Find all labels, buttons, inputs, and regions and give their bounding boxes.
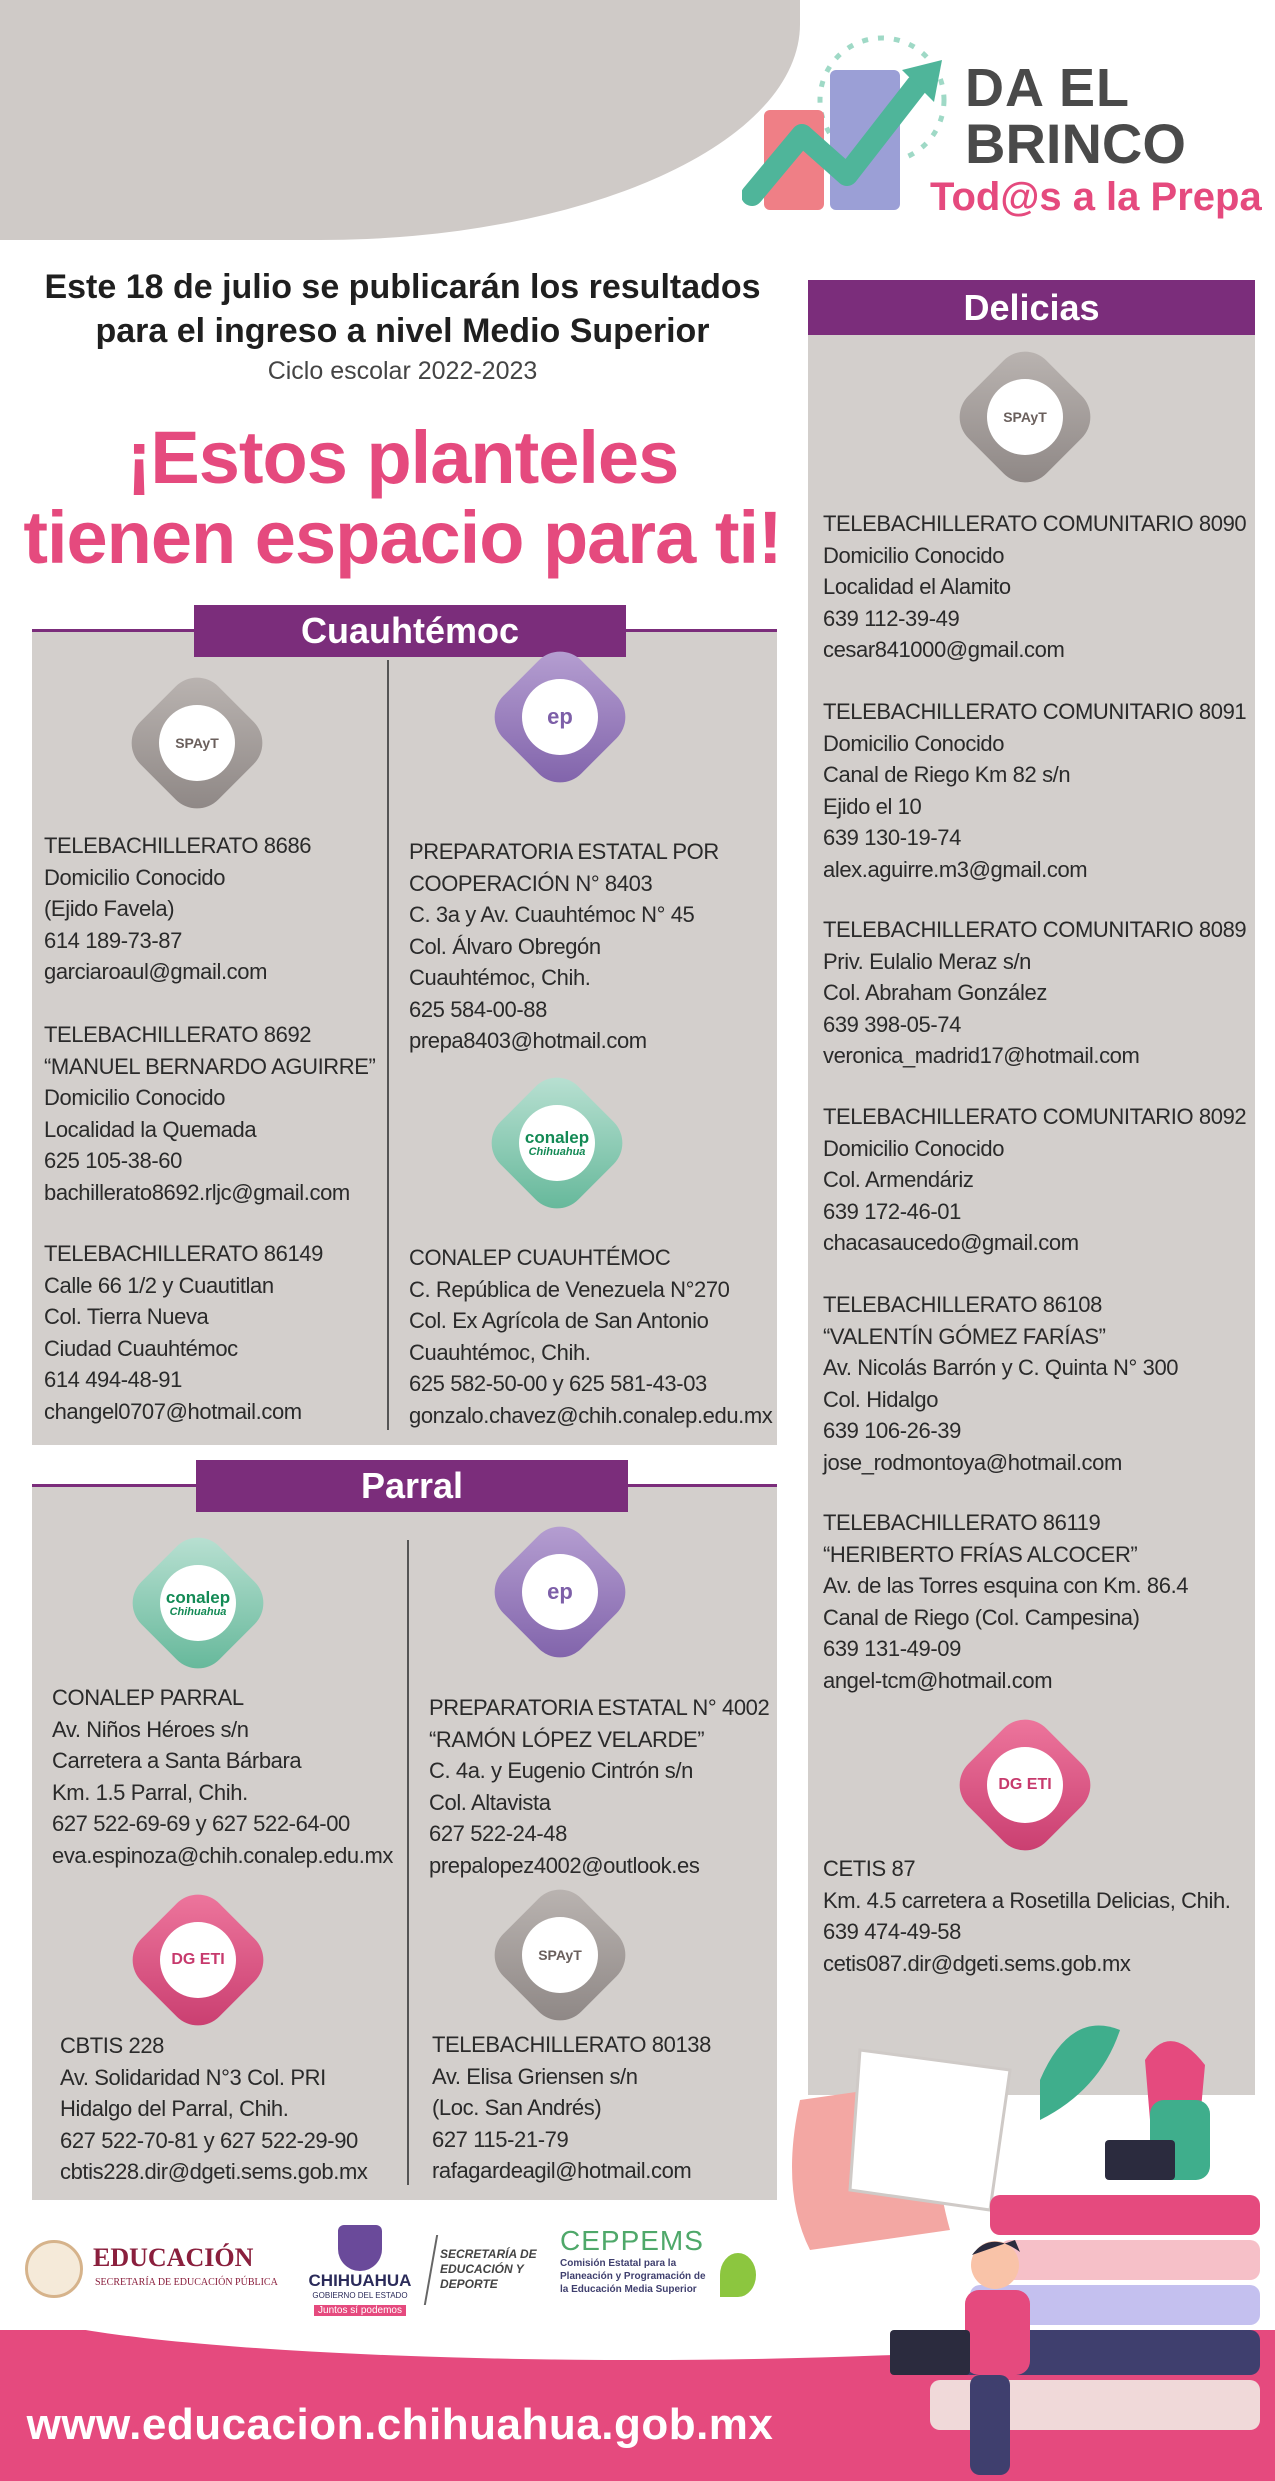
school-address-line: Cuauhtémoc, Chih. bbox=[409, 1339, 591, 1365]
school-entry bbox=[823, 914, 1246, 1072]
school-address-line: Hidalgo del Parral, Chih. bbox=[60, 2096, 289, 2121]
logo-title-line2: BRINCO bbox=[965, 112, 1186, 175]
school-entry bbox=[823, 508, 1246, 666]
school-email: gonzalo.chavez@chih.conalep.edu.mx bbox=[409, 1402, 773, 1428]
school-address-line: Km. 1.5 Parral, Chih. bbox=[52, 1779, 248, 1805]
callout-line2: tienen espacio para ti! bbox=[23, 496, 782, 579]
school-address-line: Priv. Eulalio Meraz s/n bbox=[823, 948, 1032, 974]
cuauhtemoc-divider bbox=[387, 660, 389, 1430]
ceppems-logo bbox=[560, 2225, 765, 2315]
school-name: CONALEP CUAUHTÉMOC bbox=[409, 1245, 671, 1270]
school-address-line: Carretera a Santa Bárbara bbox=[52, 1748, 302, 1773]
school-email: cesar841000@gmail.com bbox=[823, 637, 1065, 662]
school-name: CONALEP PARRAL bbox=[52, 1685, 244, 1710]
school-address-line: Canal de Riego Km 82 s/n bbox=[823, 762, 1071, 787]
ceppems-title: CEPPEMS bbox=[560, 2225, 704, 2256]
school-entry bbox=[823, 1853, 1231, 1979]
school-address-line: Canal de Riego (Col. Campesina) bbox=[823, 1604, 1140, 1630]
school-phone: 625 105-38-60 bbox=[44, 1148, 182, 1173]
region-parral: Parral bbox=[196, 1460, 628, 1512]
school-entry bbox=[823, 1289, 1178, 1478]
school-address-line: Col. Hidalgo bbox=[823, 1386, 939, 1412]
parral-divider bbox=[407, 1540, 409, 2185]
school-address-line: Col. Ex Agrícola de San Antonio bbox=[409, 1308, 709, 1333]
sep-subtitle: SECRETARÍA DE EDUCACIÓN PÚBLICA bbox=[95, 2277, 278, 2288]
school-address-line: Km. 4.5 carretera a Rosetilla Delicias, Chih. bbox=[823, 1887, 1231, 1913]
students-illustration bbox=[740, 1990, 1275, 2481]
callout bbox=[20, 418, 785, 578]
school-entry bbox=[44, 830, 311, 988]
school-address-line: Domicilio Conocido bbox=[44, 864, 226, 890]
school-address-line: C. 3a y Av. Cuauhtémoc N° 45 bbox=[409, 902, 695, 927]
chihuahua-logo bbox=[295, 2225, 425, 2315]
school-name: TELEBACHILLERATO 86119 bbox=[823, 1510, 1101, 1535]
school-phone: 639 172-46-01 bbox=[823, 1198, 961, 1224]
school-phone: 627 115-21-79 bbox=[432, 2126, 569, 2152]
school-phone: 639 398-05-74 bbox=[823, 1011, 961, 1037]
spayt-logo-icon: SPAyT bbox=[119, 665, 275, 821]
preparatoria-estatal-logo-icon: ep bbox=[482, 639, 638, 795]
school-phone: 639 130-19-74 bbox=[823, 825, 961, 850]
school-name: TELEBACHILLERATO 86149 bbox=[44, 1241, 323, 1266]
school-name: CBTIS 228 bbox=[60, 2033, 165, 2058]
school-name: TELEBACHILLERATO COMUNITARIO 8091 bbox=[823, 699, 1247, 724]
school-email: garciaroaul@gmail.com bbox=[44, 959, 268, 984]
school-address-line: Col. Armendáriz bbox=[823, 1167, 974, 1192]
school-entry bbox=[52, 1682, 393, 1871]
school-phone: 627 522-70-81 y 627 522-29-90 bbox=[60, 2127, 358, 2153]
school-address-line: Localidad la Quemada bbox=[44, 1116, 257, 1142]
school-email: changel0707@hotmail.com bbox=[44, 1398, 302, 1424]
school-address-line: (Loc. San Andrés) bbox=[432, 2095, 602, 2120]
chihuahua-slogan: Juntos sí podemos bbox=[314, 2305, 406, 2316]
top-background-shape bbox=[0, 0, 800, 240]
region-cuauhtemoc: Cuauhtémoc bbox=[194, 605, 626, 657]
school-address-line: “HERIBERTO FRÍAS ALCOCER” bbox=[823, 1541, 1138, 1567]
school-email: chacasaucedo@gmail.com bbox=[823, 1230, 1079, 1255]
chihuahua-subtitle: GOBIERNO DEL ESTADO bbox=[312, 2291, 408, 2300]
school-entry bbox=[429, 1692, 769, 1881]
school-name: TELEBACHILLERATO COMUNITARIO 8092 bbox=[823, 1104, 1247, 1129]
school-name: TELEBACHILLERATO COMUNITARIO 8089 bbox=[823, 917, 1247, 942]
school-address-line: Col. Abraham González bbox=[823, 980, 1047, 1005]
footer-logos bbox=[25, 2225, 765, 2315]
school-address-line: Col. Altavista bbox=[429, 1789, 551, 1815]
chihuahua-shield-icon bbox=[338, 2225, 382, 2271]
school-name: TELEBACHILLERATO COMUNITARIO 8090 bbox=[823, 511, 1247, 536]
school-address-line: Domicilio Conocido bbox=[823, 1135, 1005, 1161]
school-email: veronica_madrid17@hotmail.com bbox=[823, 1043, 1140, 1068]
school-name: TELEBACHILLERATO 8692 bbox=[44, 1022, 312, 1047]
secretaria-label: SECRETARÍA DE EDUCACIÓN Y DEPORTE bbox=[440, 2247, 537, 2291]
school-address-line: Ejido el 10 bbox=[823, 793, 922, 819]
school-phone: 625 584-00-88 bbox=[409, 996, 547, 1022]
headline: Este 18 de julio se publicarán los resultados para el ingreso a nivel Medio Superior bbox=[44, 268, 761, 350]
school-address-line: Col. Álvaro Obregón bbox=[409, 933, 601, 959]
school-entry bbox=[432, 2029, 711, 2187]
chihuahua-title: CHIHUAHUA bbox=[308, 2271, 412, 2290]
school-phone: 614 189-73-87 bbox=[44, 927, 182, 953]
school-email: prepalopez4002@outlook.es bbox=[429, 1852, 700, 1878]
school-name: PREPARATORIA ESTATAL POR bbox=[409, 839, 719, 864]
website-url: www.educacion.chihuahua.gob.mx bbox=[26, 2400, 774, 2449]
school-address-line: Av. de las Torres esquina con Km. 86.4 bbox=[823, 1573, 1189, 1598]
school-entry bbox=[409, 1242, 772, 1431]
school-name: CETIS 87 bbox=[823, 1856, 916, 1881]
school-address-line: Av. Solidaridad N°3 Col. PRI bbox=[60, 2064, 326, 2090]
school-address-line: Domicilio Conocido bbox=[823, 730, 1005, 756]
spayt-logo-icon: SPAyT bbox=[482, 1877, 638, 2033]
logo-tagline: Tod@s a la Prepa bbox=[930, 175, 1262, 219]
school-email: rafagardeagil@hotmail.com bbox=[432, 2158, 692, 2183]
school-entry bbox=[44, 1019, 375, 1208]
school-address-line: Localidad el Alamito bbox=[823, 574, 1011, 599]
school-phone: 627 522-69-69 y 627 522-64-00 bbox=[52, 1811, 350, 1836]
school-address-line: Cuauhtémoc, Chih. bbox=[409, 965, 591, 990]
ceppems-leaf-icon bbox=[720, 2253, 756, 2297]
school-entry bbox=[823, 696, 1246, 885]
school-address-line: “VALENTÍN GÓMEZ FARÍAS” bbox=[823, 1323, 1106, 1349]
school-email: jose_rodmontoya@hotmail.com bbox=[823, 1449, 1122, 1475]
school-entry bbox=[60, 2030, 367, 2188]
region-delicias: Delicias bbox=[808, 280, 1255, 335]
school-address-line: Domicilio Conocido bbox=[823, 542, 1005, 568]
school-email: prepa8403@hotmail.com bbox=[409, 1028, 647, 1053]
eagle-seal-icon bbox=[25, 2240, 83, 2298]
school-email: alex.aguirre.m3@gmail.com bbox=[823, 856, 1088, 882]
school-entry bbox=[823, 1507, 1188, 1696]
school-email: angel-tcm@hotmail.com bbox=[823, 1667, 1053, 1693]
school-address-line: “MANUEL BERNARDO AGUIRRE” bbox=[44, 1053, 376, 1079]
school-phone: 639 112-39-49 bbox=[823, 605, 960, 631]
school-name: TELEBACHILLERATO 8686 bbox=[44, 833, 312, 858]
school-name: PREPARATORIA ESTATAL N° 4002 bbox=[429, 1695, 770, 1720]
callout-line1: ¡Estos planteles bbox=[126, 416, 679, 499]
school-address-line: (Ejido Favela) bbox=[44, 896, 175, 921]
school-address-line: Ciudad Cuauhtémoc bbox=[44, 1335, 238, 1361]
school-phone: 625 582-50-00 y 625 581-43-03 bbox=[409, 1371, 707, 1396]
school-address-line: Av. Niños Héroes s/n bbox=[52, 1716, 249, 1742]
school-email: bachillerato8692.rljc@gmail.com bbox=[44, 1179, 350, 1205]
dgeti-logo-icon: DG ETI bbox=[120, 1882, 276, 2038]
school-entry bbox=[823, 1101, 1246, 1259]
school-address-line: “RAMÓN LÓPEZ VELARDE” bbox=[429, 1726, 705, 1752]
sep-title: EDUCACIÓN bbox=[93, 2243, 254, 2272]
school-name: TELEBACHILLERATO 86108 bbox=[823, 1292, 1102, 1317]
school-address-line: Domicilio Conocido bbox=[44, 1085, 226, 1110]
spayt-logo-icon: SPAyT bbox=[947, 339, 1103, 495]
footer-divider bbox=[424, 2235, 438, 2305]
ceppems-subtitle: Comisión Estatal para la Planeación y Programación de la Educación Media Superior bbox=[560, 2258, 706, 2295]
school-address-line: Av. Elisa Griensen s/n bbox=[432, 2063, 638, 2089]
school-email: cbtis228.dir@dgeti.sems.gob.mx bbox=[60, 2159, 368, 2184]
logo-title-line1: DA EL bbox=[965, 58, 1130, 118]
school-entry bbox=[44, 1238, 323, 1427]
preparatoria-estatal-logo-icon: ep bbox=[482, 1514, 638, 1670]
school-address-line: COOPERACIÓN N° 8403 bbox=[409, 870, 653, 896]
conalep-logo-icon: conalep Chihuahua bbox=[120, 1525, 276, 1681]
school-phone: 639 474-49-58 bbox=[823, 1919, 961, 1944]
school-phone: 639 106-26-39 bbox=[823, 1418, 961, 1443]
conalep-logo-icon: conalep Chihuahua bbox=[479, 1065, 635, 1221]
school-phone: 614 494-48-91 bbox=[44, 1367, 182, 1392]
school-phone: 627 522-24-48 bbox=[429, 1821, 567, 1846]
school-cycle: Ciclo escolar 2022-2023 bbox=[267, 357, 538, 385]
school-phone: 639 131-49-09 bbox=[823, 1636, 961, 1661]
school-name: TELEBACHILLERATO 80138 bbox=[432, 2032, 711, 2057]
school-email: cetis087.dir@dgeti.sems.gob.mx bbox=[823, 1950, 1131, 1976]
school-address-line: C. República de Venezuela N°270 bbox=[409, 1276, 730, 1302]
dgeti-logo-icon: DG ETI bbox=[947, 1707, 1103, 1863]
school-address-line: Col. Tierra Nueva bbox=[44, 1304, 209, 1329]
school-address-line: Calle 66 1/2 y Cuautitlan bbox=[44, 1272, 274, 1298]
school-email: eva.espinoza@chih.conalep.edu.mx bbox=[52, 1842, 393, 1868]
sep-logo bbox=[25, 2235, 295, 2305]
school-address-line: C. 4a. y Eugenio Cintrón s/n bbox=[429, 1758, 693, 1783]
school-address-line: Av. Nicolás Barrón y C. Quinta N° 300 bbox=[823, 1355, 1179, 1380]
school-entry bbox=[409, 836, 719, 1057]
